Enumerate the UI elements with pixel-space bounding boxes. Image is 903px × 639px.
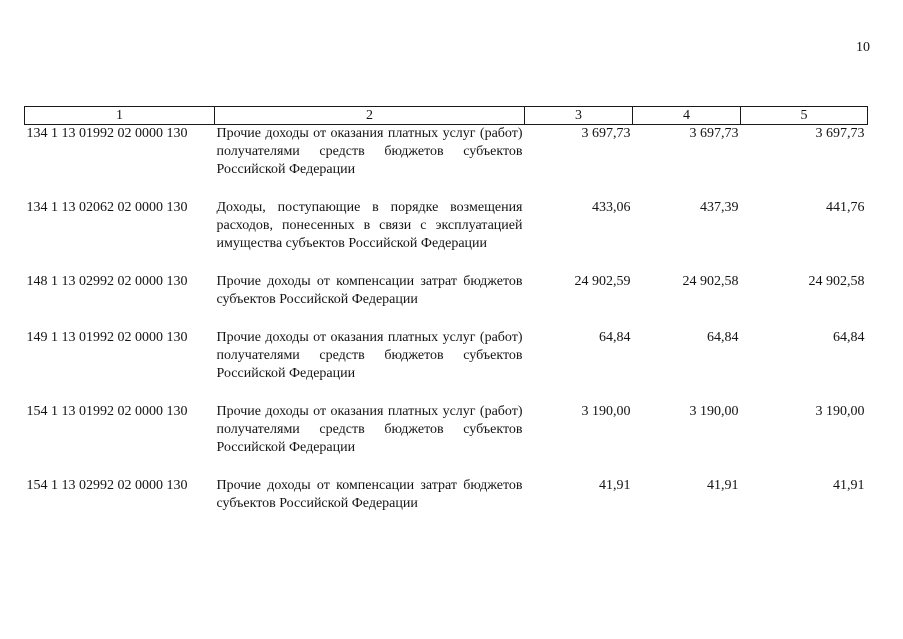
table-row	[25, 199, 868, 273]
value-col-3: 41,91	[599, 478, 631, 493]
value-col-5: 3 190,00	[815, 404, 865, 419]
column-header-2: 2	[215, 107, 525, 125]
revenue-name-cell	[215, 273, 525, 329]
value-col-4: 64,84	[707, 330, 739, 345]
revenue-name-cell	[215, 125, 525, 200]
page-number: 10	[856, 40, 870, 55]
value-col-4: 437,39	[700, 200, 739, 215]
table-row	[25, 329, 868, 403]
revenue-name: Прочие доходы от оказания платных услуг (работ) получателями средств бюджетов субъектов Российской Федерации	[216, 330, 523, 381]
value-col-3: 64,84	[599, 330, 631, 345]
revenue-code: 134 1 13 01992 02 0000 130	[26, 126, 188, 141]
value-col-5: 3 697,73	[815, 126, 865, 141]
revenue-code: 154 1 13 01992 02 0000 130	[26, 404, 188, 419]
column-header-4: 4	[633, 107, 741, 125]
revenue-name-cell	[215, 199, 525, 273]
value-col-4: 41,91	[707, 478, 739, 493]
table-body	[25, 125, 868, 534]
budget-revenue-table	[24, 106, 868, 533]
value-col-5: 64,84	[833, 330, 865, 345]
value-col-5: 24 902,58	[808, 274, 865, 289]
revenue-name-cell	[215, 329, 525, 403]
revenue-name-cell	[215, 477, 525, 533]
column-header-3: 3	[525, 107, 633, 125]
table-row	[25, 477, 868, 533]
revenue-name: Прочие доходы от компенсации затрат бюджетов субъектов Российской Федерации	[216, 274, 523, 307]
column-header-5: 5	[741, 107, 868, 125]
revenue-code: 148 1 13 02992 02 0000 130	[26, 274, 188, 289]
value-col-3: 3 697,73	[581, 126, 631, 141]
revenue-code: 154 1 13 02992 02 0000 130	[26, 478, 188, 493]
value-col-3: 433,06	[592, 200, 631, 215]
header-row	[25, 107, 868, 125]
revenue-name: Прочие доходы от оказания платных услуг (работ) получателями средств бюджетов субъектов Российской Федерации	[216, 404, 523, 455]
revenue-name: Доходы, поступающие в порядке возмещения расходов, понесенных в связи с эксплуатацией имущества субъектов Российской Федерации	[216, 200, 523, 251]
value-col-3: 3 190,00	[581, 404, 631, 419]
revenue-name-cell	[215, 403, 525, 477]
value-col-5: 441,76	[826, 200, 865, 215]
value-col-3: 24 902,59	[574, 274, 631, 289]
revenue-code: 149 1 13 01992 02 0000 130	[26, 330, 188, 345]
table-row	[25, 403, 868, 477]
revenue-name: Прочие доходы от компенсации затрат бюджетов субъектов Российской Федерации	[216, 478, 523, 511]
table-header	[25, 107, 868, 125]
table-row	[25, 273, 868, 329]
revenue-code: 134 1 13 02062 02 0000 130	[26, 200, 188, 215]
value-col-4: 3 697,73	[689, 126, 739, 141]
value-col-5: 41,91	[833, 478, 865, 493]
column-header-1: 1	[25, 107, 215, 125]
value-col-4: 24 902,58	[682, 274, 739, 289]
value-col-4: 3 190,00	[689, 404, 739, 419]
revenue-name: Прочие доходы от оказания платных услуг (работ) получателями средств бюджетов субъектов Российской Федерации	[216, 126, 523, 177]
table-row	[25, 125, 868, 200]
